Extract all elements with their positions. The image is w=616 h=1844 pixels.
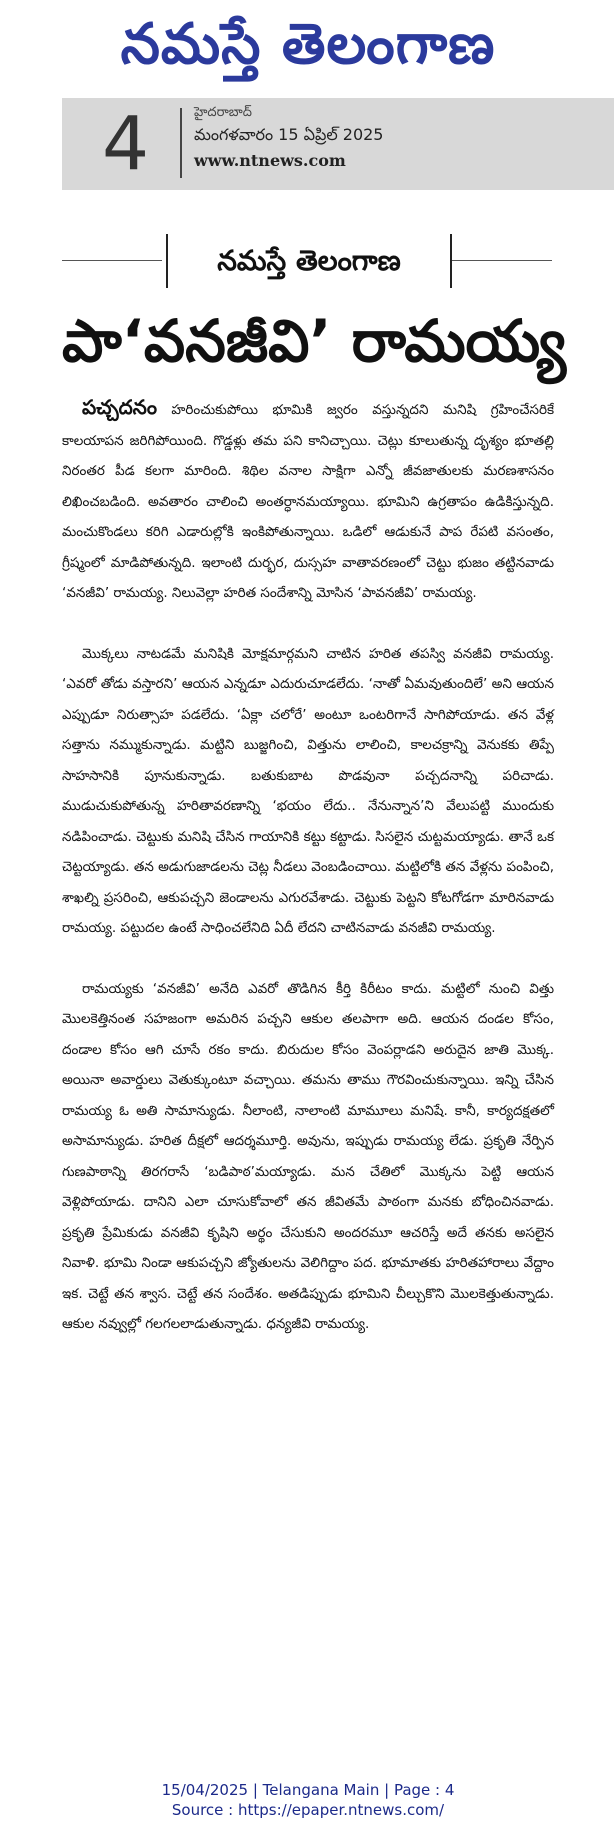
- edition-date: మంగళవారం 15 ఏప్రిల్ 2025: [194, 125, 384, 144]
- section-rule-left: [62, 260, 162, 261]
- website-link[interactable]: www.ntnews.com: [194, 151, 346, 170]
- edition-city: హైదరాబాద్: [194, 105, 252, 120]
- section-rule-right: [452, 260, 552, 261]
- article-paragraph: [62, 392, 554, 609]
- page-number: 4: [102, 101, 150, 187]
- divider: [180, 108, 182, 178]
- article-headline: పా‘వనజీవి’ రామయ్య: [62, 307, 567, 375]
- masthead: [0, 0, 616, 88]
- footer: [0, 1780, 616, 1820]
- edition-info: [194, 104, 384, 174]
- section-header: [62, 232, 552, 292]
- section-label: నమస్తే తెలంగాణ: [166, 234, 452, 288]
- article-paragraph: రామయ్యకు ‘వనజీవి’ అనేది ఎవరో తొడిగిన కీర్తి కిరీటం కాదు. మట్టిలో నుంచి విత్తు మొలకెత్తినంత సహజంగా అమరిన పచ్చని ఆకుల తలపాగా అది. ఆయన దండల కోసం, దండాల కోసం ఆగి చూసే రకం కాదు. బిరుదుల కోసం వెంపర్లాడని అరుదైన జాతి మొక్క. అయినా అవార్డులు వెతుక్కుంటూ వచ్చాయి. తమను తాము గౌరవించుకున్నాయి. ఇన్ని చేసిన రామయ్య ఓ అతి సామాన్యుడు. నీలాంటి, నాలాంటి మామూలు మనిషే. కానీ, కార్యదక్షతలో అసామాన్యుడు. హరిత దీక్షలో ఆదర్శమూర్తి. అవును, ఇప్పుడు రామయ్య లేడు. ప్రకృతి నేర్పిన గుణపాఠాన్ని తిరగరాసే ‘బడిపాఠ’మయ్యాడు. మన చేతిలో మొక్కను పెట్టి ఆయన వెళ్లిపోయాడు. దానిని ఎలా చూసుకోవాలో తన జీవితమే పాఠంగా మనకు బోధించినవాడు. ప్రకృతి ప్రేమికుడు వనజీవి కృషిని అర్థం చేసుకుని అందరమూ ఆచరిస్తే అదే తనకు అసలైన నివాళి. భూమి నిండా ఆకుపచ్చని జ్యోతులను వెలిగిద్దాం పద. భూమాతకు హరితహారాలు వేద్దాం ఇక. చెట్టే తన శ్వాస. చెట్టే తన సందేశం. అతడిప్పుడు భూమిని చీల్చుకొని మొలకెత్తుతున్నాడు. ఆకుల నవ్వుల్లో గలగలలాడుతున్నాడు. ధన్యజీవి రామయ్య.: [62, 980, 554, 1332]
- footer-source-link[interactable]: Source : https://epaper.ntnews.com/: [171, 1801, 445, 1819]
- article-body: [62, 392, 554, 1370]
- footer-edition-line: 15/04/2025 | Telangana Main | Page : 4: [161, 1781, 455, 1799]
- paragraph-text: హరించుకుపోయి భూమికి జ్వరం వస్తున్నదని మనిషి గ్రహించేసరికే కాలయాపన జరిగిపోయింది. గొడ్డళ్లు తమ పని కానిచ్చాయి. చెట్లు కూలుతున్న దృశ్యం భూతల్లి నిరంతర పీడ కలగా మారింది. శిథిల వనాల సాక్షిగా ఎన్నో జీవజాతులకు మరణశాసనం లిఖించబడింది. అవతారం చాలించి అంతర్ధానమయ్యాయి. భూమిని ఉగ్రతాపం ఉడికిస్తున్నది. మంచుకొండలు కరిగి ఎడారుల్లోకి ఇంకిపోతున్నాయి. ఒడిలో ఆడుకునే పాప రేపటి వసంతం, గ్రీష్మంలో మాడిపోతున్నది. ఇలాంటి దుర్భర, దుస్సహ వాతావరణంలో చెట్టు భుజం తట్టినవాడు ‘వనజీవి’ రామయ్య. నిలువెల్లా హరిత సందేశాన్ని మోసిన ‘పావనజీవి’ రామయ్య.: [62, 402, 554, 601]
- article-paragraph: మొక్కలు నాటడమే మనిషికి మోక్షమార్గమని చాటిన హరిత తపస్వి వనజీవి రామయ్య. ‘ఎవరో తోడు వస్తారని’ ఆయన ఎన్నడూ ఎదురుచూడలేదు. ‘నాతో ఏమవుతుందిలే’ అని ఆయన ఎప్పుడూ నిరుత్సాహ పడలేదు. ‘ఏక్లా చలోరే’ అంటూ ఒంటరిగానే సాగిపోయాడు. తన వేళ్ల సత్తాను నమ్ముకున్నాడు. మట్టిని బుజ్జగించి, విత్తును లాలించి, కాలచక్రాన్ని వెనుకకు తిప్పే సాహసానికి పూనుకున్నాడు. బతుకుబాట పొడవునా పచ్చదనాన్ని పరిచాడు. ముడుచుకుపోతున్న హరితావరణాన్ని ‘భయం లేదు.. నేనున్నాన’ని వేలుపట్టి ముందుకు నడిపించాడు. చెట్టుకు మనిషి చేసిన గాయానికి కట్టు కట్టాడు. సిసలైన చుట్టమయ్యాడు. తానే ఒక చెట్టయ్యాడు. తన అడుగుజాడలను చెట్ల నీడలు వెంబడించాయి. మట్టిలోకి తన వేళ్లను పంపించి, శాఖల్ని ప్రసరించి, ఆకుపచ్చని జెండాలను ఎగురవేశాడు. చెట్టుకు పెట్టని కోటగోడగా మారినవాడు రామయ్య. పట్టుదల ఉంటే సాధించలేనిది ఏదీ లేదని చాటినవాడు వనజీవి రామయ్య.: [62, 645, 554, 936]
- date-band: [62, 98, 614, 190]
- newspaper-logo: నమస్తే తెలంగాణ: [120, 11, 496, 77]
- lead-word: పచ్చదనం: [82, 395, 157, 419]
